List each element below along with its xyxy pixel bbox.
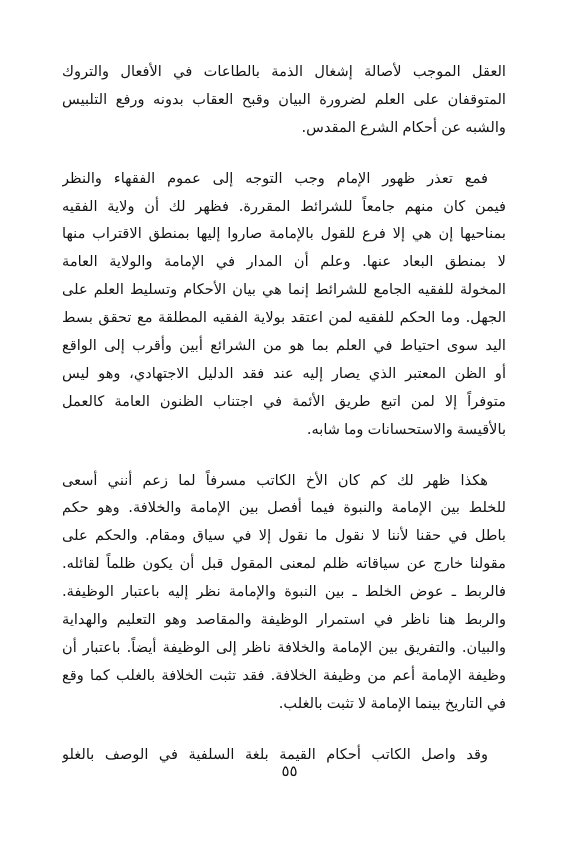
- text-line: أو الظن المعتبر الذي يصار إليه عند فقد الدليل الاجتهادي، وهو ليس: [62, 364, 506, 382]
- text-line: للخلط بين الإمامة والنبوة فيما أفصل بين الإمامة والخلافة. وهو حكم: [62, 499, 506, 517]
- text-line: والشبه عن أحكام الشرع المقدس.: [301, 118, 506, 136]
- page-number: ٥٥: [281, 762, 298, 780]
- text-line: بمناحيها إن هي إلا فرع للقول بالإمامة صاروا إليها بمنطق الاقتراب منها: [62, 225, 506, 243]
- paragraph-3: [62, 467, 506, 718]
- text-line: والربط هنا ناظر في استمرار الوظيفة والمقاصد وهو التعليم والهداية: [62, 611, 506, 629]
- text-line: العقل الموجب لأصالة إشغال الذمة بالطاعات في الأفعال والتروك: [62, 63, 506, 80]
- text-line: متوفراً إلا لمن اتبع طريق الأئمة في اجتناب الظنون العامة كالعمل: [62, 392, 506, 410]
- text-line: المتوقفان على العلم لضرورة البيان وقبح العقاب بدونه ورفع التلبيس: [62, 90, 506, 108]
- text-line: لا بمنطق البعاد عنها. وعلم أن المدار في الإمامة والولاية العامة: [62, 253, 506, 271]
- text-line: فيمن كان منهم جامعاً للشرائط المقررة. فظهر لك أن ولاية الفقيه: [62, 197, 506, 215]
- text-line: هكذا ظهر لك كم كان الأخ الكاتب مسرفاً لما زعم أنني أسعى: [62, 471, 488, 489]
- text-line: باطل في حقنا لأننا لا نقول ما نقول إلا في سياق ومقام. والحكم على: [62, 527, 506, 545]
- text-line: مقولنا خارج عن سياقاته ظلم لمعنى المقول قبل أن يكون ظلماً لقائله.: [62, 555, 506, 573]
- paragraph-spacer: [62, 444, 506, 467]
- page-body: [62, 58, 506, 768]
- paragraph-2: [62, 165, 506, 444]
- text-line: وظيفة الإمامة أعم من وظيفة الخلافة. فقد تثبت الخلافة بالغلب كما وقع: [62, 666, 506, 684]
- paragraph-spacer: [62, 142, 506, 165]
- text-line: الجهل. وما الحكم للفقيه لمن اعتقد بولاية الفقيه المطلقة مع تحقق بسط: [62, 309, 506, 327]
- paragraph-1: [62, 58, 506, 142]
- text-line: فمع تعذر ظهور الإمام وجب التوجه إلى عموم الفقهاء والنظر: [62, 169, 488, 187]
- text-line: وقد واصل الكاتب أحكام القيمة بلغة السلفية في الوصف بالغلو: [62, 745, 488, 763]
- text-line: والبيان. والتفريق بين الإمامة والخلافة ناظر إلى الوظيفة أيضاً. باعتبار أن: [62, 638, 506, 656]
- text-line: المخولة للفقيه الجامع للشرائط إنما هي بيان الأحكام وتسليط العلم على: [62, 281, 506, 299]
- text-line: فالربط ـ عوض الخلط ـ بين النبوة والإمامة نظر إليه باعتبار الوظيفة.: [62, 583, 506, 601]
- text-line: في التاريخ بينما الإمامة لا تثبت بالغلب.: [278, 694, 506, 712]
- paragraph-spacer: [62, 718, 506, 741]
- text-line: اليد سوى احتياط في العلم بما هو من الشرائع أبين وأقرب إلى الواقع: [62, 337, 506, 355]
- text-line: بالأقيسة والاستحسانات وما شابه.: [306, 420, 506, 438]
